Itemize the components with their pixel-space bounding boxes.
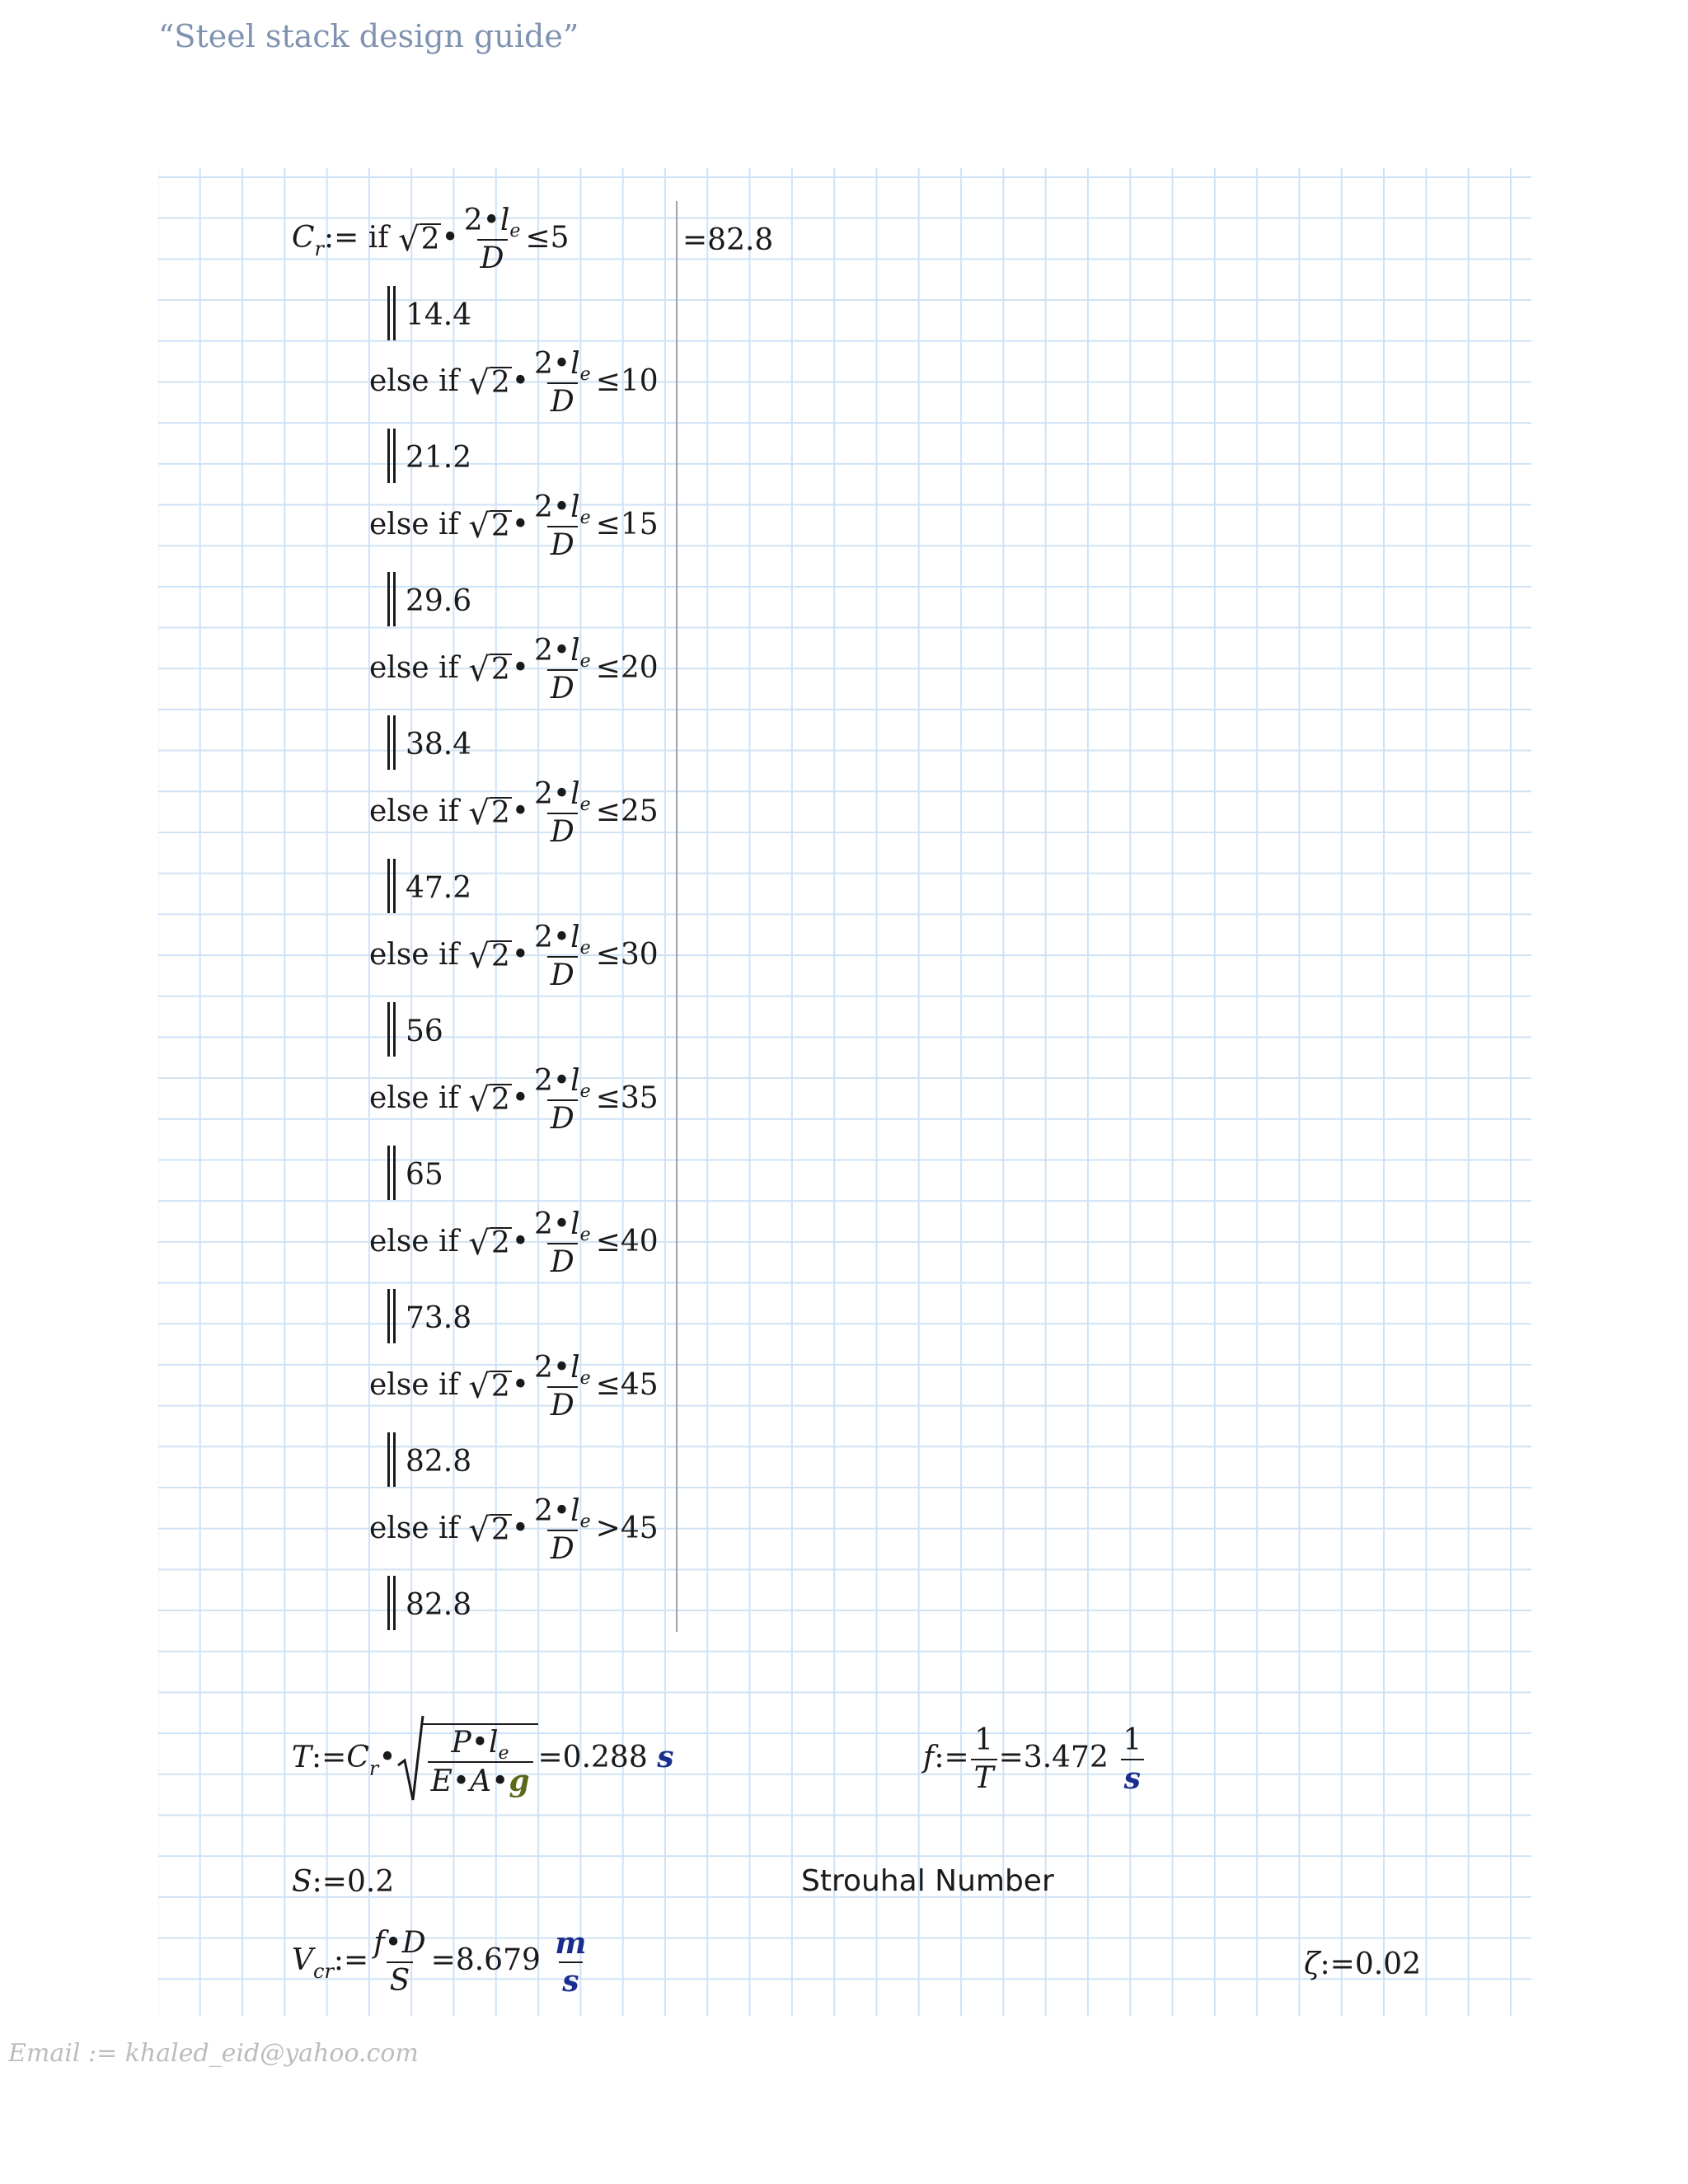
cr-result: =82.8 [682,223,774,257]
else-if-condition[interactable] [369,1353,659,1421]
fraction [531,1494,594,1566]
velocity-unit [551,1926,589,1999]
branch-value: 21.2 [406,441,472,475]
condition-limit: 30 [620,938,659,972]
sqrt-icon: √ [468,651,490,689]
fraction-denominator: D [547,1530,578,1564]
strouhal-equation[interactable] [292,1865,395,1899]
period-result: =0.288 [537,1741,648,1774]
velocity-equation[interactable] [292,1926,591,1999]
branch-value: 82.8 [406,1588,472,1622]
mult-dot: • [511,364,529,398]
sqrt-expression [468,794,511,832]
else-if-condition[interactable] [369,1494,659,1566]
result-bar [387,572,390,626]
condition-operator: ≤ [595,794,621,828]
else-if-keyword: else if [369,508,459,541]
result-bar [387,1576,390,1630]
fraction-numerator: $2•l_e$ [533,777,591,815]
mult-dot: • [441,221,459,255]
else-if-condition[interactable] [369,349,659,417]
sqrt-argument: 2 [490,366,510,400]
fraction-denominator: D [547,956,578,991]
fraction [531,636,594,704]
else-if-keyword: else if [369,1081,459,1115]
mult-dot: • [511,1081,529,1115]
damping-var: ζ [1304,1947,1320,1981]
condition-limit: 5 [550,221,570,255]
period-equation[interactable] [292,1714,673,1805]
condition-limit: 45 [620,1368,659,1402]
condition-limit: 45 [620,1511,659,1545]
strouhal-label: Strouhal Number [801,1864,1054,1898]
sqrt-icon: √ [468,1225,490,1263]
fraction-numerator: $2•l_e$ [533,1351,591,1389]
sqrt-icon: √ [398,221,420,259]
strouhal-var: S [292,1865,312,1899]
else-if-condition[interactable] [369,1207,659,1279]
sqrt-expression [468,651,511,689]
sqrt-expression [468,364,511,402]
condition-operator: ≤ [595,1225,621,1258]
damping-value: 0.02 [1354,1947,1421,1981]
condition-operator: ≤ [595,508,621,541]
fraction-numerator: $2•l_e$ [533,921,591,958]
assign-operator: := [1320,1947,1355,1981]
fraction [428,1725,533,1798]
sqrt-expression [468,1368,511,1406]
frequency-var: f [923,1741,935,1774]
sqrt-expression [398,221,441,259]
unit-numerator: m [555,1926,587,1961]
assign-operator: := [312,1741,347,1774]
mult-dot: • [511,794,529,828]
sqrt-argument: 2 [490,1083,510,1117]
cr-var: C [292,221,315,255]
fraction-denominator: D [477,239,508,274]
velocity-var: V [292,1943,313,1977]
fraction [531,923,594,991]
result-bar [387,1432,390,1487]
sqrt-icon [396,1714,424,1805]
else-if-keyword: else if [369,1225,459,1258]
branch-value: 65 [406,1158,443,1192]
sqrt-expression [396,1714,538,1805]
else-if-keyword: else if [369,651,459,685]
fraction [531,1207,594,1279]
frequency-equation[interactable] [923,1723,1146,1796]
fraction [461,206,524,274]
unit-denominator: s [1121,1759,1144,1793]
branch-value: 73.8 [406,1301,472,1335]
fraction-denominator: D [547,1243,578,1277]
sqrt-icon: √ [468,508,490,546]
sqrt-argument: 2 [490,509,510,543]
condition-limit: 15 [620,508,659,541]
else-if-keyword: else if [369,938,459,972]
sqrt-icon: √ [468,1368,490,1406]
velocity-result: =8.679 [430,1943,541,1977]
fraction-numerator: $2•l_e$ [533,1494,591,1532]
period-var: T [292,1741,312,1774]
period-unit: s [657,1740,674,1774]
sqrt-icon: √ [468,364,490,402]
result-bar [387,286,390,340]
condition-operator: ≤ [595,651,621,685]
fraction-numerator: $2•l_e$ [533,634,591,672]
sqrt-argument: 2 [490,940,510,973]
fraction-numerator: f•D [373,1926,426,1960]
fraction-numerator: $2•l_e$ [463,204,521,241]
mult-dot: • [511,1225,529,1258]
fraction-numerator: $2•l_e$ [533,1064,591,1102]
condition-operator: ≤ [595,938,621,972]
frequency-unit [1119,1723,1145,1796]
fraction-denominator: D [547,669,578,704]
cr-ref: C [346,1741,369,1774]
else-if-condition[interactable] [369,1066,659,1134]
sqrt-argument: 2 [490,653,510,687]
footer-email: Email := khaled_eid@yahoo.com [8,2039,419,2068]
condition-operator: ≤ [595,1368,621,1402]
result-bar [387,715,390,770]
fraction-numerator: $P•l_e$ [451,1725,509,1764]
unit-numerator: 1 [1123,1723,1142,1757]
fraction [531,1353,594,1421]
result-bar [387,1289,390,1343]
sqrt-argument: 2 [490,1513,510,1547]
cr-sub: r [314,237,325,260]
cr-definition-header[interactable] [292,206,569,274]
condition-operator: ≤ [595,364,621,398]
sqrt-expression [468,1081,511,1119]
mult-dot: • [511,938,529,972]
branch-value: 47.2 [406,871,472,905]
condition-operator: ≤ [525,221,551,255]
fraction-numerator: $2•l_e$ [533,1207,591,1245]
condition-operator: > [595,1511,621,1545]
else-if-keyword: else if [369,794,459,828]
fraction-numerator: $2•l_e$ [533,490,591,528]
else-if-keyword: else if [369,1368,459,1402]
program-bracket [676,201,678,1632]
fraction-numerator: $2•l_e$ [533,347,591,385]
fraction [971,1723,997,1795]
condition-limit: 20 [620,651,659,685]
sqrt-body [423,1723,538,1797]
result-bar [387,1146,390,1200]
fraction [531,490,594,562]
assign-operator: := [333,1943,369,1977]
assign-operator: := [324,221,359,255]
if-keyword: if [368,221,389,255]
branch-value: 38.4 [406,728,472,762]
assign-operator: := [934,1741,969,1774]
mult-dot: • [511,1368,529,1402]
mult-dot: • [511,1511,529,1545]
sqrt-expression [468,1225,511,1263]
branch-value: 14.4 [406,298,472,332]
condition-limit: 10 [620,364,659,398]
else-if-condition[interactable] [369,490,659,562]
damping-equation[interactable] [1304,1947,1421,1981]
sqrt-expression [468,1511,511,1549]
condition-limit: 35 [620,1081,659,1115]
sqrt-argument: 2 [490,1226,510,1260]
velocity-sub: cr [313,1960,334,1983]
condition-limit: 40 [620,1225,659,1258]
branch-value: 29.6 [406,584,472,618]
sqrt-icon: √ [468,1511,490,1549]
cr-ref-sub: r [368,1757,379,1780]
sqrt-expression [468,938,511,976]
condition-operator: ≤ [595,1081,621,1115]
result-bar [387,429,390,483]
else-if-keyword: else if [369,1511,459,1545]
else-if-condition[interactable] [369,777,659,849]
fraction-denominator: S [387,1961,414,1996]
mult-dot: • [511,651,529,685]
page-title: “Steel stack design guide” [158,18,579,54]
fraction-denominator: D [547,1386,578,1421]
fraction [531,777,594,849]
frequency-result: =3.472 [998,1741,1109,1774]
fraction-denominator: D [547,1099,578,1134]
sqrt-argument: 2 [490,1370,510,1404]
sqrt-icon: √ [468,1081,490,1119]
unit-denominator: s [559,1961,582,1996]
fraction [370,1926,429,1998]
fraction-denominator: E•A•g [428,1761,533,1797]
mult-dot: • [511,508,529,541]
result-bar [387,1002,390,1057]
gravity-constant: g [509,1763,530,1798]
condition-limit: 25 [620,794,659,828]
fraction-denominator: D [547,526,578,560]
fraction-denominator: D [547,382,578,417]
fraction [531,1066,594,1134]
sqrt-expression [468,508,511,546]
sqrt-icon: √ [468,794,490,832]
sqrt-argument: 2 [490,796,510,830]
else-if-condition[interactable] [369,636,659,704]
branch-value: 56 [406,1015,443,1048]
fraction-numerator: 1 [974,1723,994,1757]
strouhal-value: 0.2 [346,1865,395,1899]
result-bar [387,859,390,913]
branch-value: 82.8 [406,1445,472,1479]
else-if-keyword: else if [369,364,459,398]
mult-dot: • [378,1741,396,1774]
sqrt-icon: √ [468,938,490,976]
assign-operator: := [312,1865,347,1899]
else-if-condition[interactable] [369,923,659,991]
fraction-denominator: D [547,813,578,847]
fraction-denominator: T [971,1759,997,1793]
sqrt-argument: 2 [420,223,440,256]
fraction [531,349,594,417]
